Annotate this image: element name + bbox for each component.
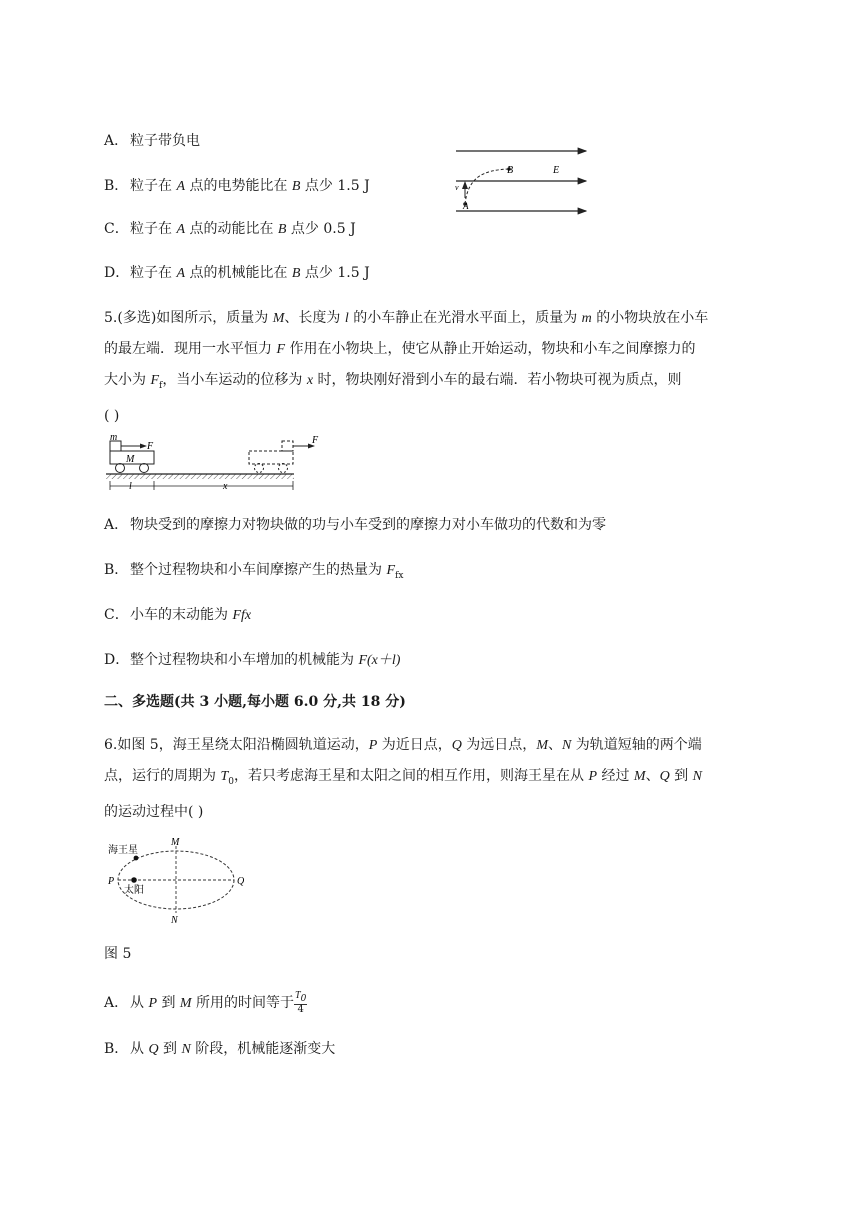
label-b: B: [507, 165, 514, 176]
electric-field-figure: [452, 142, 592, 222]
q5-stem-line-1: 5.(多选)如图所示，质量为 M、长度为 l 的小车静止在光滑水平面上，质量为 m 的小物块放在小车: [104, 310, 709, 326]
label-cart-mass: M: [126, 454, 135, 465]
q4-option-d: D．粒子在 A 点的机械能比在 B 点少 1.5 J: [104, 265, 370, 281]
label-q: Q: [237, 876, 245, 887]
q6-option-a: A． 从 P 到 M 所用的时间等于 $\frac{T_0}{4}$: [104, 990, 307, 1015]
q4-option-c: C．粒子在 A 点的动能比在 B 点少 0.5 J: [104, 221, 356, 237]
ground-hatch: [106, 474, 294, 479]
q5-option-d: D．整个过程物块和小车增加的机械能为 F(x＋l): [104, 652, 401, 668]
q5-stem: [104, 303, 754, 431]
q6-stem-line-3: 的运动过程中( ): [104, 803, 204, 820]
q6-option-b: B． 从 Q 到 N 阶段，机械能逐渐变大: [104, 1041, 336, 1057]
label-length: l: [129, 481, 132, 492]
section-heading: 二、多选题(共 3 小题,每小题 6.0 分,共 18 分): [104, 694, 406, 710]
label-displacement: x: [223, 481, 228, 492]
q6-stem-line-2: 点，运行的周期为 $T_0$，若只考虑海王星和太阳之间的相互作用，则海王星在从 P 经过 M、Q 到 N: [104, 768, 702, 787]
orbit-figure: [104, 833, 264, 925]
cart-start-wheel-left: [116, 464, 125, 473]
cart-end-wheel-left: [255, 464, 264, 473]
particle-path: [465, 169, 509, 204]
period-fraction: $\frac{T_0}{4}$: [295, 990, 307, 1015]
label-e: E: [553, 165, 560, 176]
cart-end-wheel-right: [279, 464, 288, 473]
q4-option-a: A． 粒子带负电: [104, 133, 200, 149]
q4-option-b: B． 粒子在 A 点的电势能比在 B 点少 1.5 J: [104, 178, 370, 194]
cart-end: [249, 451, 293, 464]
q5-option-b: B． 整个过程物块和小车间摩擦产生的热量为 $F_{fx}$: [104, 562, 404, 581]
label-v: v: [455, 183, 459, 192]
figure-caption: 图 5: [104, 946, 132, 962]
sun-dot: [131, 877, 137, 883]
label-neptune: 海王星: [108, 845, 138, 856]
block-end: [282, 441, 293, 451]
q5-stem-line-3: 大小为 $F_f$，当小车运动的位移为 x 时，物块刚好滑到小车的最右端．若小物块可视为质点，则: [104, 372, 682, 391]
label-a: A: [463, 201, 469, 211]
q5-stem-line-2: 的最左端．现用一水平恒力 F 作用在小物块上，使它从静止开始运动，物块和小车之间摩擦力的: [104, 341, 696, 357]
label-force-end: F: [312, 435, 319, 446]
q5-option-a: A． 物块受到的摩擦力对物块做的功与小车受到的摩擦力对小车做功的代数和为零: [104, 517, 606, 533]
neptune-dot: [134, 856, 139, 861]
label-m: m: [110, 432, 118, 443]
label-force-start: F: [147, 441, 154, 452]
label-sun: 太阳: [124, 885, 144, 896]
q5-option-c: C．小车的末动能为 Ffx: [104, 607, 252, 623]
label-n: N: [171, 915, 178, 925]
cart-figure: [102, 432, 330, 494]
q6-stem: [104, 730, 754, 827]
label-m: M: [171, 837, 180, 848]
q5-stem-line-4: ( ): [104, 407, 120, 424]
label-p: P: [108, 876, 115, 887]
cart-start-wheel-right: [140, 464, 149, 473]
q6-stem-line-1: 6.如图 5，海王星绕太阳沿椭圆轨道运动，P 为近日点，Q 为远日点，M、N 为轨道短轴的两个端: [104, 737, 702, 753]
